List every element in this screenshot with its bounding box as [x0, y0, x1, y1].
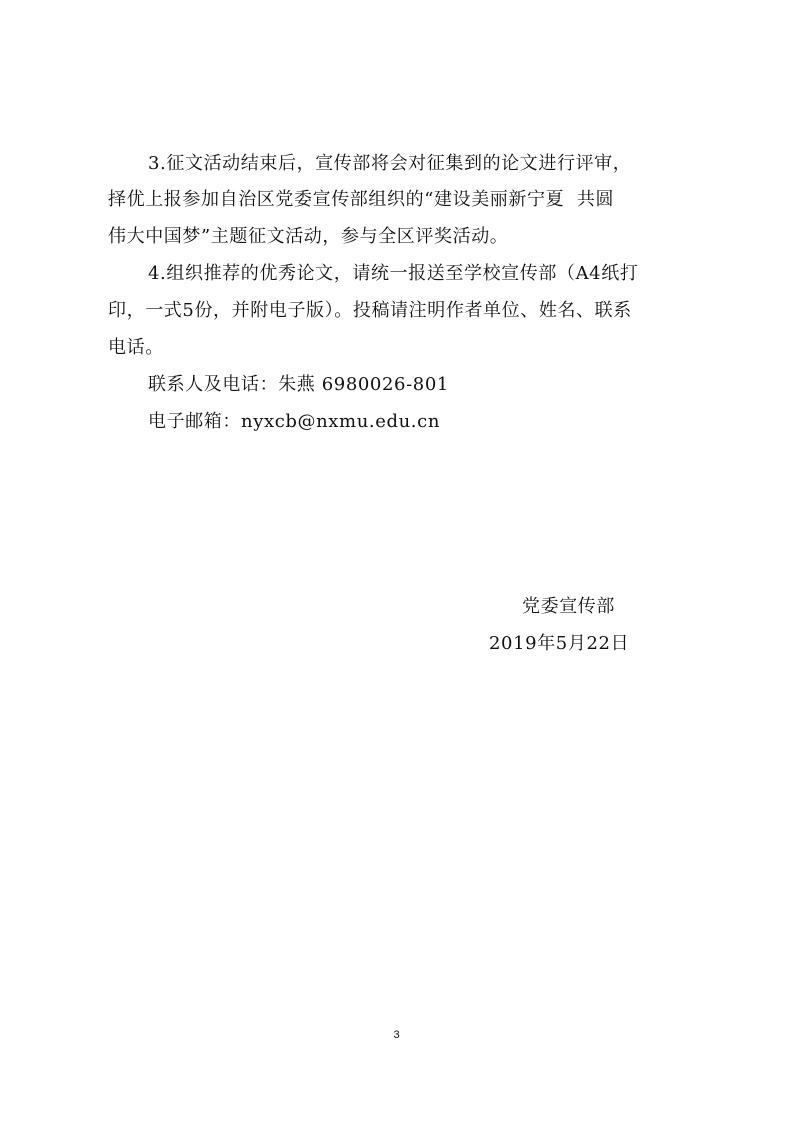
page-number: 3 — [393, 1029, 400, 1041]
item4-line3: 电话。 — [108, 337, 164, 358]
contact-phone: 联系人及电话：朱燕 6980026-801 — [148, 374, 449, 395]
contact-email: 电子邮箱：nyxcb@nxmu.edu.cn — [148, 411, 441, 432]
item3-line3: 伟大中国梦”主题征文活动，参与全区评奖活动。 — [108, 226, 509, 247]
item3-line1: 3.征文活动结束后，宣传部将会对征集到的论文进行评审， — [148, 153, 632, 174]
item4-line1: 4.组织推荐的优秀论文，请统一报送至学校宣传部（A4纸打 — [148, 263, 639, 284]
item3-line2: 择优上报参加自治区党委宣传部组织的“建设美丽新宁夏 共圆 — [108, 189, 615, 210]
item4-line2: 印，一式5份，并附电子版）。投稿请注明作者单位、姓名、联系 — [108, 300, 632, 321]
signature-department: 党委宣传部 — [522, 596, 615, 617]
signature-date: 2019年5月22日 — [489, 633, 630, 654]
